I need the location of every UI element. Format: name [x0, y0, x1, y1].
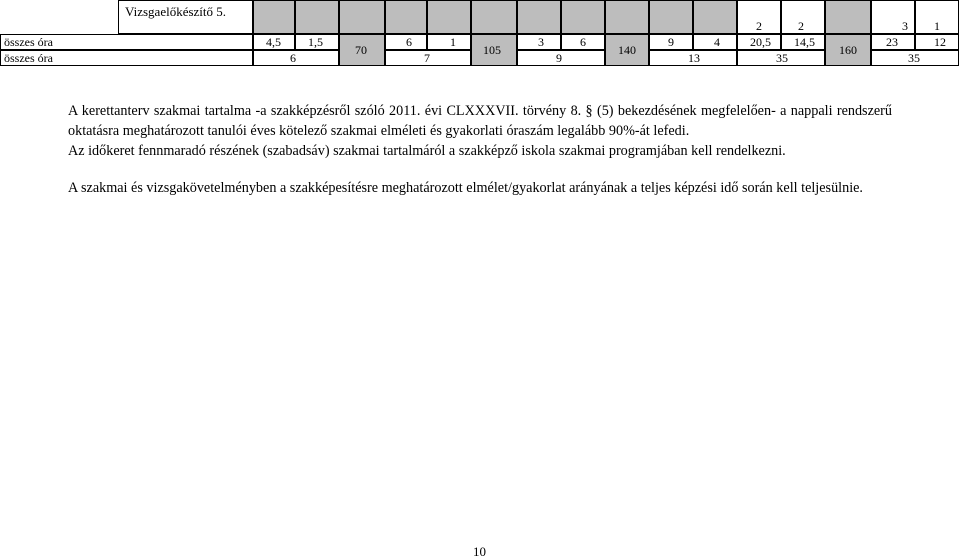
- value-cell: [385, 34, 427, 50]
- value: 12: [934, 35, 946, 49]
- header-cell: [605, 0, 649, 34]
- header-title-cell: [118, 0, 253, 34]
- value: 35: [908, 51, 920, 65]
- merged-value: 70: [355, 43, 367, 57]
- value-cell: [781, 34, 825, 50]
- header-cell: [781, 0, 825, 34]
- header-cell: [871, 0, 915, 34]
- header-cell: [737, 0, 781, 34]
- value-cell: [649, 50, 737, 66]
- row-label-cell: [0, 50, 253, 66]
- value-cell: [737, 34, 781, 50]
- value: 4: [714, 35, 720, 49]
- value: 6: [290, 51, 296, 65]
- merged-cell: [825, 34, 871, 66]
- value-cell: [737, 50, 825, 66]
- value-cell: [871, 34, 915, 50]
- paragraph-text: A szakmai és vizsgakövetelményben a szakképesítésre meghatározott elmélet/gyakorlat arányának a teljes képzési idő során kell teljesülnie.: [68, 180, 863, 196]
- header-cell: [471, 0, 517, 34]
- header-cell: [427, 0, 471, 34]
- merged-value: 140: [618, 43, 636, 57]
- header-cell: [385, 0, 427, 34]
- header-cell: [253, 0, 295, 34]
- page-number: 10: [473, 544, 486, 559]
- header-cell: [649, 0, 693, 34]
- merged-cell: [339, 34, 385, 66]
- value: 6: [406, 35, 412, 49]
- header-cell: [339, 0, 385, 34]
- row-label: összes óra: [4, 51, 53, 65]
- value-cell: [649, 34, 693, 50]
- header-cell: [825, 0, 871, 34]
- value-cell: [295, 34, 339, 50]
- value: 23: [886, 35, 898, 49]
- merged-cell: [605, 34, 649, 66]
- value: 7: [424, 51, 430, 65]
- value: 20,5: [750, 35, 771, 49]
- header-cell: [915, 0, 959, 34]
- header-value: 3: [902, 19, 908, 33]
- merged-cell: [471, 34, 517, 66]
- header-value: 1: [934, 19, 940, 33]
- value-cell: [517, 34, 561, 50]
- value: 4,5: [266, 35, 281, 49]
- header-cell: [561, 0, 605, 34]
- value-cell: [693, 34, 737, 50]
- value: 9: [556, 51, 562, 65]
- value-cell: [427, 34, 471, 50]
- header-title: Vizsgaelőkészítő 5.: [125, 4, 227, 19]
- value: 14,5: [794, 35, 815, 49]
- value-cell: [915, 34, 959, 50]
- merged-value: 105: [483, 43, 501, 57]
- merged-value: 160: [839, 43, 857, 57]
- paragraph-text: A kerettanterv szakmai tartalma -a szakképzésről szóló 2011. évi CLXXXVII. törvény 8. § (5) bekezdésének megfelelően- a nappali rendszerű oktatásra meghatározott tanulói éves kötelező szakmai elméleti és gyakorlati óraszám legalább 90%-át lefedi.: [68, 103, 892, 139]
- row-label: összes óra: [4, 35, 53, 49]
- paragraph-free-time: [68, 141, 892, 161]
- header-value: 2: [756, 19, 762, 33]
- paragraph-ratio: [68, 178, 892, 198]
- value: 35: [776, 51, 788, 65]
- paragraph-text: Az időkeret fennmaradó részének (szabadsáv) szakmai tartalmáról a szakképző iskola szakmai programjában kell rendelkezni.: [68, 143, 786, 159]
- value-cell: [561, 34, 605, 50]
- value-cell: [385, 50, 471, 66]
- hours-table: [0, 0, 959, 66]
- value: 9: [668, 35, 674, 49]
- header-value: 2: [798, 19, 804, 33]
- header-cell: [693, 0, 737, 34]
- value-cell: [871, 50, 959, 66]
- row-label-cell: [0, 34, 253, 50]
- value: 6: [580, 35, 586, 49]
- value: 1,5: [308, 35, 323, 49]
- paragraph-curriculum-law: [68, 101, 892, 141]
- value: 13: [688, 51, 700, 65]
- value-cell: [253, 34, 295, 50]
- header-cell: [517, 0, 561, 34]
- value: 3: [538, 35, 544, 49]
- value-cell: [253, 50, 339, 66]
- value: 1: [450, 35, 456, 49]
- header-cell: [295, 0, 339, 34]
- value-cell: [517, 50, 605, 66]
